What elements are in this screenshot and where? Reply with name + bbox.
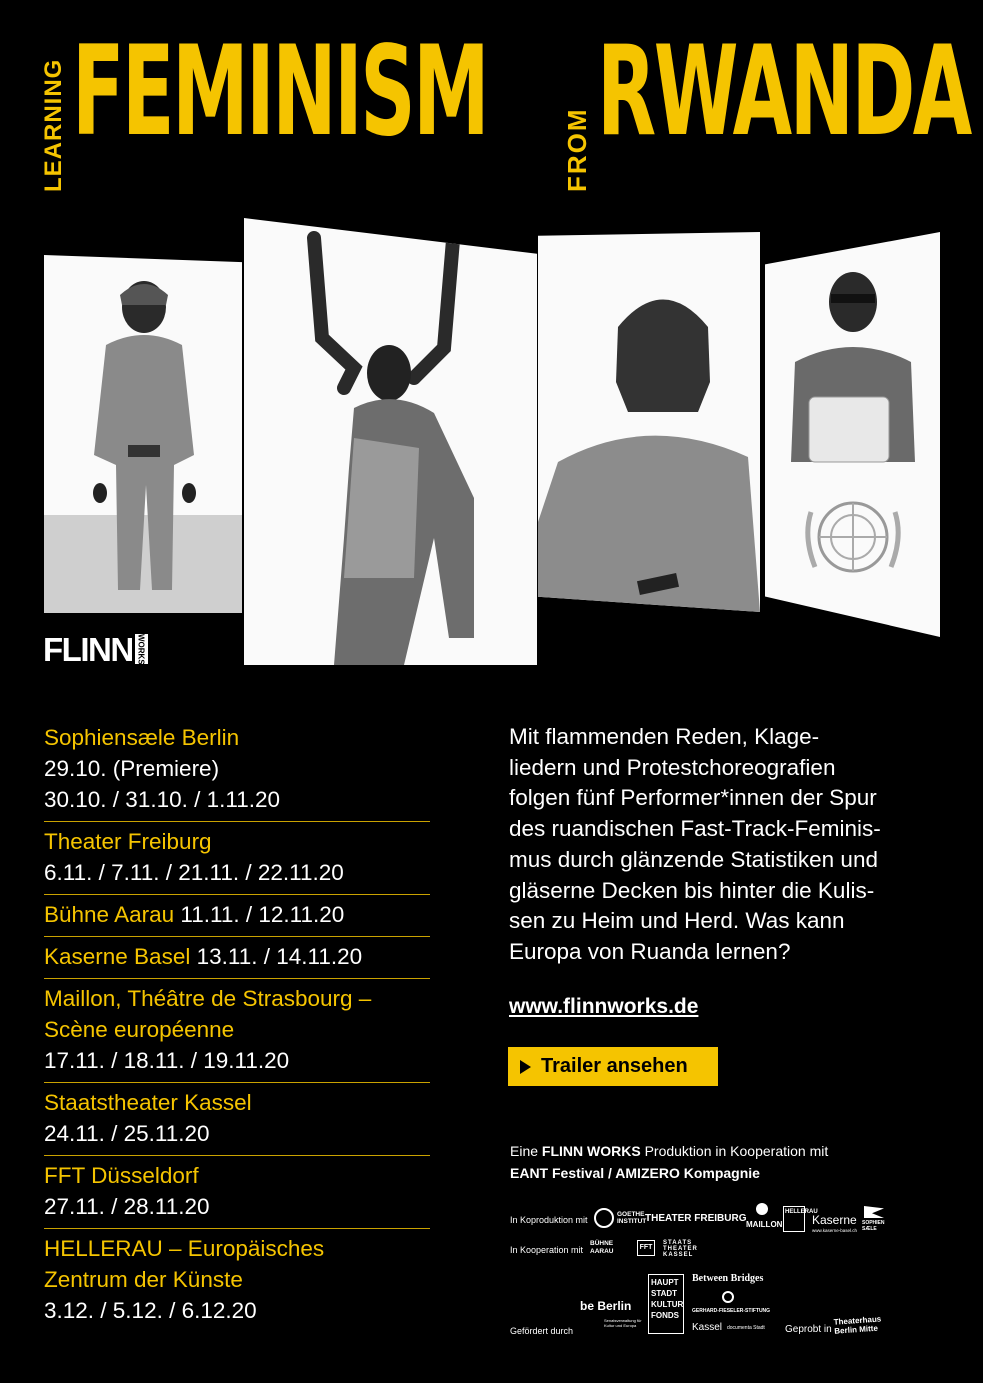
venue-dates: 30.10. / 31.10. / 1.11.20 (44, 787, 281, 812)
sophiensaele-mark-icon (864, 1206, 884, 1218)
fieseler-logo: GERHARD-FIESELER-STIFTUNG (692, 1308, 771, 1314)
flinn-works-logo (43, 631, 148, 668)
be-berlin-logo: be Berlin (580, 1299, 632, 1313)
description-line: gläserne Decken bis hinter die Kulis- (509, 877, 875, 903)
photo-performer-dancing (244, 218, 537, 665)
staatstheater-logo: STAATS THEATER KASSEL (663, 1240, 698, 1258)
venue-item (44, 979, 430, 1083)
production-credits (510, 1140, 950, 1184)
venue-name: FFT Düsseldorf (44, 1163, 199, 1188)
kaserne-url: www.kaserne-basel.ch (812, 1228, 858, 1233)
theater-freiburg-logo: THEATER FREIBURG (645, 1213, 747, 1224)
venue-name: Bühne Aarau (44, 902, 175, 927)
venue-item (44, 1156, 430, 1229)
venue-item (44, 1229, 430, 1332)
trailer-button-label: Trailer ansehen (541, 1055, 688, 1077)
buehne-aarau-logo: BÜHNE AARAU (590, 1240, 614, 1255)
photo-performer-headset (538, 232, 760, 612)
goethe-label: GOETHE INSTITUT (617, 1211, 647, 1225)
poster-title (40, 20, 970, 200)
description-line: Europa von Ruanda lernen? (509, 938, 791, 964)
venue-list (44, 718, 430, 1332)
berlin-sub: Senatsverwaltung für Kultur und Europa (604, 1318, 642, 1328)
venue-item (44, 822, 430, 895)
gefoerdert-label: Gefördert durch (510, 1326, 574, 1336)
goethe-logo (594, 1208, 614, 1228)
credits-company: FLINN WORKS (541, 1143, 641, 1159)
logo-flinn: FLINN (43, 631, 133, 668)
venue-dates: 17.11. / 18.11. / 19.11.20 (44, 1048, 290, 1073)
fieseler-mark-icon (722, 1291, 734, 1303)
title-feminism: FEMINISM (72, 20, 488, 164)
venue-name: Maillon, Théâtre de Strasbourg – (44, 986, 372, 1011)
description-line: mus durch glänzende Statistiken und (509, 846, 878, 872)
title-from: FROM (562, 107, 592, 192)
title-learning: LEARNING (40, 58, 67, 192)
venue-item (44, 718, 430, 822)
between-bridges-logo: Between Bridges (692, 1273, 764, 1284)
venue-name: Sophiensæle Berlin (44, 725, 240, 750)
hellerau-logo: HELLERAU (783, 1206, 805, 1232)
description-line: des ruandischen Fast-Track-Feminis- (509, 816, 881, 842)
maillon-logo: MAILLON (746, 1220, 783, 1229)
venue-name: Theater Freiburg (44, 829, 212, 854)
venue-item (44, 1083, 430, 1156)
photo-performer-un (765, 232, 940, 637)
description-line: liedern und Protestchoreografien (509, 754, 836, 780)
kassel-logo: Kassel (692, 1322, 723, 1333)
title-rwanda: RWANDA (597, 20, 970, 164)
hauptstadtkulturfonds-logo: HAUPT STADT KULTUR FONDS (648, 1274, 684, 1334)
logo-works: WORKS (136, 634, 146, 665)
play-icon (520, 1060, 531, 1074)
venue-name: Scène européenne (44, 1017, 235, 1042)
un-emblem-icon (808, 503, 898, 571)
credits-partners: EANT Festival / AMIZERO Kompagnie (510, 1165, 760, 1181)
description (509, 722, 949, 968)
venue-dates: 13.11. / 14.11.20 (196, 944, 363, 969)
credits-text: Eine (510, 1143, 542, 1159)
venue-dates: 24.11. / 25.11.20 (44, 1121, 210, 1146)
venue-name: Staatstheater Kassel (44, 1090, 252, 1115)
venue-dates: 6.11. / 7.11. / 21.11. / 22.11.20 (44, 860, 344, 885)
venue-item (44, 895, 430, 937)
description-line: Mit flammenden Reden, Klage- (509, 724, 820, 749)
venue-dates: 11.11. / 12.11.20 (180, 902, 345, 927)
sophiensaele-logo: SOPHIEN SÆLE (862, 1220, 885, 1232)
maillon-logo-icon (756, 1203, 768, 1215)
venue-dates: 3.12. / 5.12. / 6.12.20 (44, 1298, 257, 1323)
geprobt-label: Geprobt in (785, 1324, 832, 1335)
venue-item (44, 937, 430, 979)
trailer-button[interactable] (508, 1047, 718, 1086)
koproduktion-label: In Koproduktion mit (510, 1215, 588, 1225)
venue-name: Kaserne Basel (44, 944, 191, 969)
description-line: sen zu Heim und Herd. Was kann (509, 908, 845, 934)
venue-name: Zentrum der Künste (44, 1267, 243, 1292)
photo-performer-uniform (44, 255, 242, 613)
documenta-stadt-label: documenta Stadt (727, 1325, 765, 1331)
description-line: folgen fünf Performer*innen der Spur (509, 785, 877, 811)
venue-name: HELLERAU – Europäisches (44, 1236, 325, 1261)
theaterhaus-logo: Theaterhaus Berlin Mitte (833, 1314, 882, 1336)
credits-text: Produktion in Kooperation mit (640, 1143, 829, 1159)
kaserne-logo: Kaserne (812, 1213, 857, 1227)
website-link[interactable]: www.flinnworks.de (509, 995, 699, 1018)
fft-logo: FFT (637, 1240, 655, 1256)
kooperation-label: In Kooperation mit (510, 1245, 584, 1255)
venue-dates: 29.10. (Premiere) (44, 756, 220, 781)
venue-dates: 27.11. / 28.11.20 (44, 1194, 210, 1219)
